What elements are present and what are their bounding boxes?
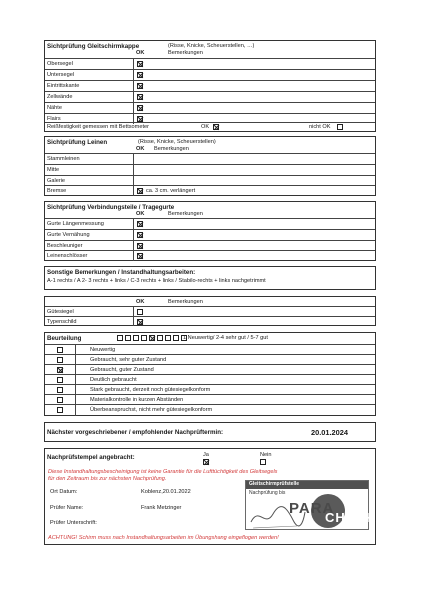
- stamp-no-label: Nein: [260, 452, 272, 458]
- risers-row: [45, 250, 375, 261]
- disclaimer-line-1: Diese Instandhaltungsbescheinigung ist keine Garantie für die Lufttüchtigkeit des Gleitsegels: [48, 469, 278, 475]
- assessment-label: Gebraucht, guter Zustand: [90, 367, 154, 373]
- next-inspection-date: 20.01.2024: [311, 428, 348, 437]
- assessment-row: [45, 394, 375, 404]
- risers-row: [45, 229, 375, 240]
- row-label: Gütesiegel: [47, 309, 74, 315]
- ok-header: OK: [136, 211, 145, 217]
- assessment-section: [44, 332, 376, 416]
- scale-checkbox-1[interactable]: [117, 335, 123, 341]
- ok-checkbox[interactable]: [137, 309, 143, 315]
- stamp-yes-checkbox[interactable]: [203, 459, 209, 465]
- assessment-label: Materialkontrolle in kurzen Abständen: [90, 397, 184, 403]
- row-label: Obersegel: [47, 61, 73, 67]
- scale-checkbox-4[interactable]: [141, 335, 147, 341]
- row-label: Mitte: [47, 167, 60, 173]
- disclaimer-line-2: für den Zeitraum bis zur nächsten Nachprüfung.: [48, 476, 167, 482]
- assessment-row: [45, 384, 375, 394]
- seals-section: [44, 296, 376, 326]
- tear-not-ok-label: nicht OK: [309, 124, 331, 130]
- lines-row: [45, 185, 375, 196]
- ok-header: OK: [136, 299, 145, 305]
- tear-not-ok-checkbox[interactable]: [337, 124, 343, 130]
- ok-checkbox[interactable]: [137, 243, 143, 249]
- assessment-checkbox[interactable]: [57, 387, 63, 393]
- row-label: Gurte Vernähung: [47, 232, 90, 238]
- stamp-yes-label: Ja: [203, 452, 209, 458]
- signature-scribble: [247, 502, 307, 532]
- assessment-label: Neuwertig: [90, 347, 116, 353]
- risers-inspection-section: [44, 201, 376, 261]
- ok-checkbox[interactable]: [137, 83, 143, 89]
- tear-ok-label: OK: [201, 124, 210, 130]
- ok-checkbox[interactable]: [137, 232, 143, 238]
- remarks-section: [44, 266, 376, 290]
- examiner-value: Frank Metzinger: [141, 505, 182, 511]
- lines-row: [45, 164, 375, 175]
- scale-legend: 1 Neuwertig/ 2-4 sehr gut / 5-7 gut: [183, 335, 268, 341]
- row-label: Eintrittskante: [47, 83, 80, 89]
- assessment-title: Beurteilung: [47, 335, 82, 342]
- paracheck-stamp: [245, 480, 375, 534]
- ok-checkbox[interactable]: [137, 61, 143, 67]
- stamp-brand-left: PARA: [289, 500, 335, 517]
- ok-checkbox[interactable]: [137, 72, 143, 78]
- scale-checkbox-5[interactable]: [149, 335, 155, 341]
- assessment-label: Gebraucht, sehr guter Zustand: [90, 357, 167, 363]
- risers-row: [45, 218, 375, 229]
- signature-label: Prüfer Unterschrift:: [50, 520, 97, 526]
- ok-checkbox[interactable]: [137, 319, 143, 325]
- assessment-row: [45, 404, 375, 416]
- stamp-section: [44, 448, 376, 468]
- next-inspection-label: Nächster vorgeschriebener / empfohlender Nachprüftermin:: [47, 429, 224, 436]
- tear-ok-checkbox[interactable]: [213, 124, 219, 130]
- row-label: Beschleuniger: [47, 243, 83, 249]
- signature-section: [44, 468, 376, 545]
- stamp-line-1: Gleitschirmprüfstelle: [249, 481, 300, 487]
- canopy-row: [45, 102, 375, 113]
- row-label: Untersegel: [47, 72, 75, 78]
- tear-strength-label: Reißfestigkeit gemessen mit Bettsometer: [47, 124, 149, 130]
- remarks-header: Bemerkungen: [168, 50, 203, 56]
- remarks-header: Bemerkungen: [168, 299, 203, 305]
- canopy-section-title: Sichtprüfung Gleitschirmkappe: [47, 43, 140, 50]
- remarks-header: Bemerkungen: [154, 146, 189, 152]
- stamp-brand-right: CHECK: [325, 510, 377, 525]
- row-label: Gurte Längenmessung: [47, 221, 104, 227]
- stamp-no-checkbox[interactable]: [260, 459, 266, 465]
- canopy-row: [45, 69, 375, 80]
- canopy-row: [45, 58, 375, 69]
- assessment-label: Deutlich gebraucht: [90, 377, 137, 383]
- stamp-applied-label: Nachprüfstempel angebracht:: [47, 454, 135, 461]
- tear-strength-row: [45, 122, 375, 132]
- brake-remark: ca. 3 cm. verlängert: [146, 188, 196, 194]
- next-inspection-section: [44, 422, 376, 442]
- row-label: Leinenschlösser: [47, 253, 88, 259]
- assessment-row: [45, 344, 375, 354]
- scale-checkbox-7[interactable]: [165, 335, 171, 341]
- row-label: Stammleinen: [47, 156, 80, 162]
- row-label: Flairs: [47, 116, 61, 122]
- ok-checkbox[interactable]: [137, 253, 143, 259]
- remarks-header: Bemerkungen: [168, 211, 203, 217]
- seal-row: [45, 316, 375, 327]
- row-label: Bremse: [47, 188, 67, 194]
- scale-checkbox-2[interactable]: [125, 335, 131, 341]
- assessment-checkbox[interactable]: [57, 397, 63, 403]
- canopy-row: [45, 80, 375, 91]
- canopy-inspection-section: [44, 40, 376, 132]
- ok-checkbox[interactable]: [137, 94, 143, 100]
- assessment-checkbox[interactable]: [57, 357, 63, 363]
- row-label: Zellwände: [47, 94, 73, 100]
- row-label: Typenschild: [47, 319, 77, 325]
- canopy-section-note: (Risse, Knicke, Scheuerstellen, …): [168, 43, 255, 49]
- ok-header: OK: [136, 50, 145, 56]
- assessment-row: [45, 354, 375, 364]
- place-date-label: Ort Datum:: [50, 489, 78, 495]
- warning-text: ACHTUNG! Schirm muss nach Instandhaltungsarbeiten im Übungshang eingeflogen werden!: [48, 535, 279, 541]
- assessment-row: [45, 374, 375, 384]
- ok-checkbox[interactable]: [137, 105, 143, 111]
- remarks-text: A-1 rechts / A 2- 3 rechts + links / C-3 rechts + links / Stabilo-rechts + links nachgetrimmt: [47, 278, 266, 284]
- lines-section-note: (Risse, Knicke, Scheuerstellen): [138, 139, 216, 145]
- canopy-row: [45, 91, 375, 102]
- risers-section-title: Sichtprüfung Verbindungsteile / Tragegurte: [47, 204, 175, 211]
- assessment-label: Stark gebraucht, derzeit noch gütesiegelkonform: [90, 387, 211, 393]
- assessment-checkbox[interactable]: [57, 347, 63, 353]
- stamp-line-2: Nachprüfung bis: [249, 490, 286, 496]
- remarks-section-title: Sonstige Bemerkungen / Instandhaltungsarbeiten:: [47, 269, 196, 276]
- assessment-row: [45, 364, 375, 374]
- row-label: Galerie: [47, 178, 66, 184]
- lines-row: [45, 153, 375, 164]
- scale-checkbox-3[interactable]: [133, 335, 139, 341]
- ok-checkbox[interactable]: [137, 221, 143, 227]
- assessment-checkbox[interactable]: [57, 377, 63, 383]
- assessment-checkbox[interactable]: [57, 407, 63, 413]
- scale-checkbox-8[interactable]: [173, 335, 179, 341]
- examiner-label: Prüfer Name:: [50, 505, 84, 511]
- assessment-label: Überbeanspruchst, nicht mehr gütesiegelkonform: [90, 407, 213, 413]
- lines-inspection-section: [44, 136, 376, 196]
- lines-section-title: Sichtprüfung Leinen: [47, 139, 108, 146]
- place-date-value: Koblenz,20.01.2022: [141, 489, 191, 495]
- assessment-checkbox[interactable]: [57, 367, 63, 373]
- row-label: Nähte: [47, 105, 62, 111]
- ok-header: OK: [136, 146, 145, 152]
- ok-checkbox[interactable]: [137, 188, 143, 194]
- scale-checkbox-6[interactable]: [157, 335, 163, 341]
